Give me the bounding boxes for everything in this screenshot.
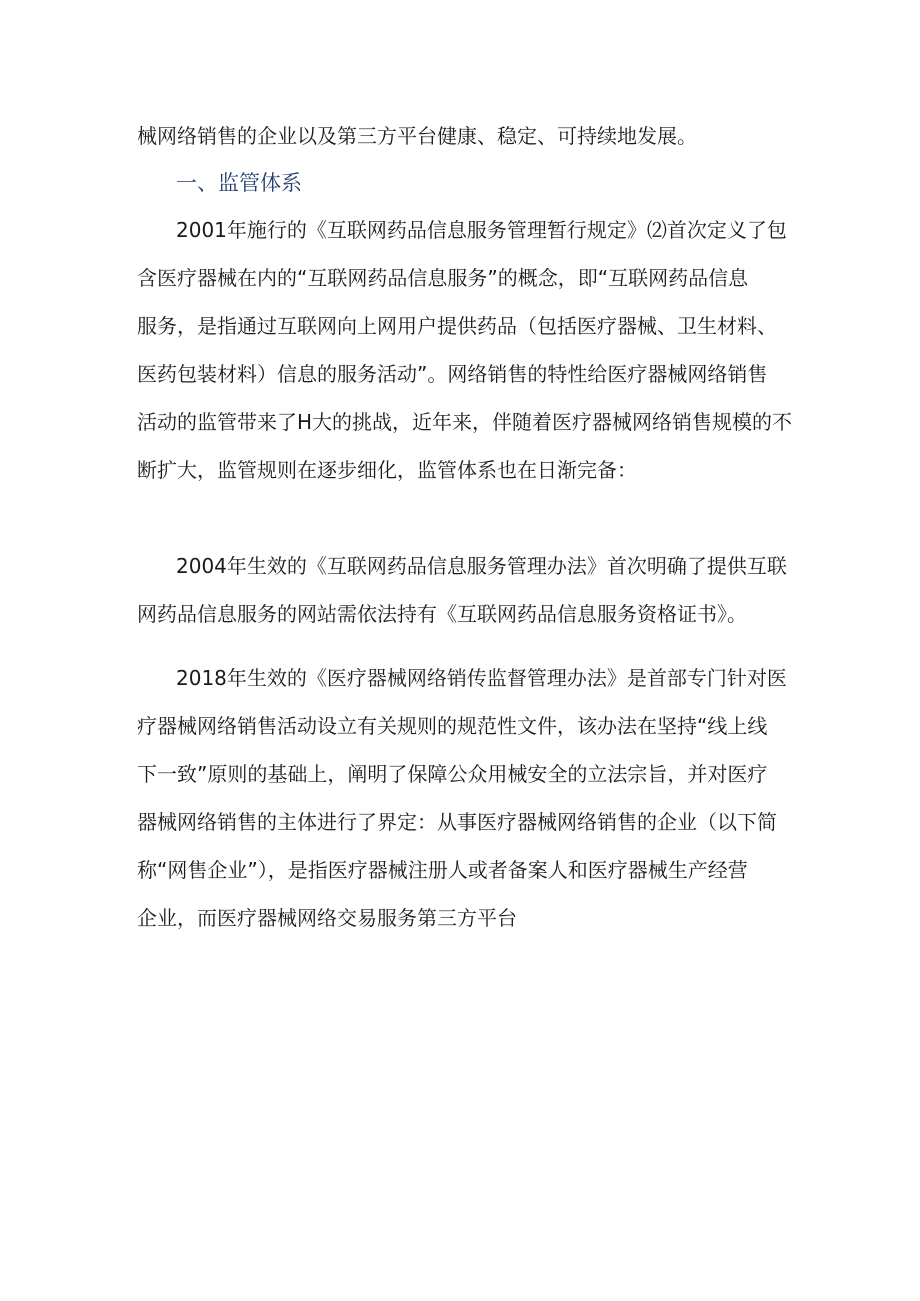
- paragraph-line: 含医疗器械在内的“互联网药品信息服务”的概念，即“互联网药品信息: [137, 266, 749, 290]
- paragraph-line: 2001年施行的《互联网药品信息服务管理暂行规定》⑵首次定义了包: [176, 218, 787, 242]
- paragraph-line: 断扩大，监管规则在逐步细化，监管体系也在日渐完备：: [137, 458, 637, 482]
- paragraph-line: 器械网络销售的主体进行了界定：从事医疗器械网络销售的企业（以下简: [137, 810, 777, 834]
- paragraph-line: 活动的监管带来了H大的挑战，近年来，伴随着医疗器械网络销售规模的不: [137, 410, 793, 434]
- paragraph-line: 企业，而医疗器械网络交易服务第三方平台: [137, 906, 517, 930]
- intro-line: 械网络销售的企业以及第三方平台健康、稳定、可持续地发展。: [137, 124, 697, 148]
- paragraph-line: 2004年生效的《互联网药品信息服务管理办法》首次明确了提供互联: [176, 554, 787, 578]
- paragraph-line: 服务，是指通过互联网向上网用户提供药品（包括医疗器械、卫生材料、: [137, 314, 777, 338]
- paragraph-line: 下一致”原则的基础上，阐明了保障公众用械安全的立法宗旨，并对医疗: [137, 762, 768, 786]
- paragraph-line: 2018年生效的《医疗器械网络销传监督管理办法》是首部专门针对医: [176, 666, 787, 690]
- paragraph-line: 疗器械网络销售活动设立有关规则的规范性文件，该办法在坚持“线上线: [137, 714, 768, 738]
- paragraph-line: 称“网售企业”），是指医疗器械注册人或者备案人和医疗器械生产经营: [137, 858, 748, 882]
- section-heading: 一、监管体系: [176, 171, 302, 195]
- paragraph-line: 医药包装材料）信息的服务活动”。网络销售的特性给医疗器械网络销售: [137, 362, 768, 386]
- paragraph-line: 网药品信息服务的网站需依法持有《互联网药品信息服务资格证书》。: [137, 602, 747, 626]
